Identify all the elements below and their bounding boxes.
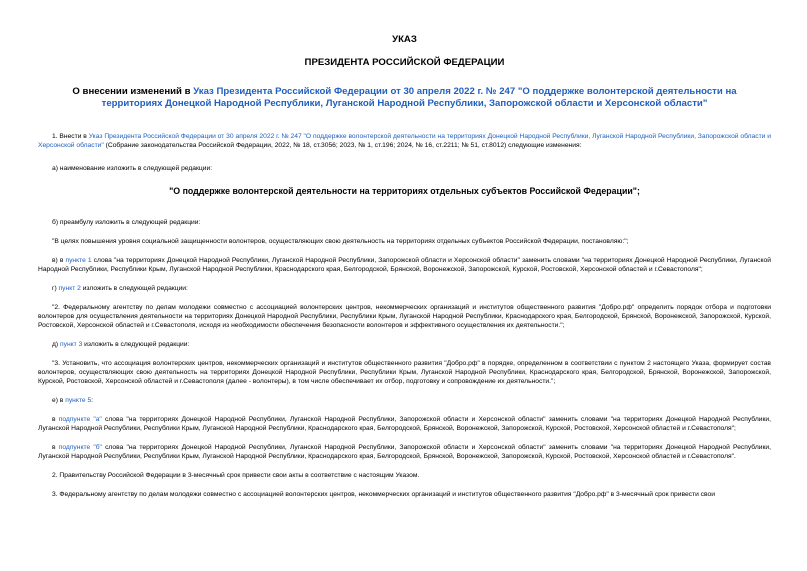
item-d-quote: "3. Установить, что ассоциация волонтерских центров, некоммерческих организаций и институтов общественного развития "Добро.рф" в порядке, определенном в соответствии с пунктом 2 настоящего Указа, формирует состав волонтеров, осуществляющих свою деятельность на территориях Донецкой Народной Республики, Республики Крым, Луганской Народной Республики, Краснодарского края, Белгородской, Брянской, Воронежской, Запорожской, Курской, Ростовской, Херсонской областей и г.Севастополя (далее - волонтеры), в том числе обеспечивает их отбор, подготовку и сопровождение их деятельности.";: [38, 360, 771, 385]
issuer-heading: ПРЕЗИДЕНТА РОССИЙСКОЙ ФЕДЕРАЦИИ: [304, 57, 505, 68]
document-body: [38, 132, 771, 499]
v-point-link[interactable]: пункте 1: [65, 257, 92, 264]
doc-type-heading: УКАЗ: [392, 34, 417, 45]
e-point-link[interactable]: пункте 5: [65, 397, 92, 404]
item-a: а) наименование изложить в следующей редакции:: [52, 165, 213, 172]
item-g: [38, 284, 771, 293]
p1-decree-link[interactable]: Указ Президента Российской Федерации от 30 апреля 2022 г. № 247 "О поддержке волонтерской деятельности на территориях Донецкой Народной Республики, Луганской Народной Республики, Запорожской области и Херсонской области": [38, 133, 772, 149]
item-b-quote: "В целях повышения уровня социальной защищенности волонтеров, осуществляющих свою деятельность на территориях отдельных субъектов Российской Федерации, постановляю:";: [52, 238, 629, 245]
g-suffix: изложить в следующей редакции:: [80, 285, 188, 292]
item-g-quote: "2. Федеральному агентству по делам молодежи совместно с ассоциацией волонтерских центров, некоммерческих организаций и институтов общественного развития "Добро.рф" определить порядок отбора и подготовки волонтеров для осуществления деятельности на территориях Донецкой Народной Республики, Республики Крым, Луганской Народной Республики, Краснодарского края, Белгородской, Брянской, Воронежской, Запорожской, Курской, Ростовской, Херсонской областей и г.Севастополя, исходя из необходимости обеспечения безопасности волонтеров и эффективного осуществления их деятельности.";: [38, 304, 771, 329]
document-title: [38, 86, 771, 110]
e2-prefix: в: [52, 444, 59, 451]
item-e2: [38, 443, 771, 461]
v-suffix: слова "на территориях Донецкой Народной Республики, Луганской Народной Республики, Запорожской области и Херсонской области" заменить словами "на территориях Донецкой Народной Республики, Луганской Народной Республики, Республики Крым, Луганской Народной Республики, Краснодарского края, Белгородской, Брянской, Воронежской, Запорожской, Курской, Ростовской, Херсонской областей и г.Севастополя";: [38, 257, 771, 273]
e1-suffix: слова "на территориях Донецкой Народной Республики, Луганской Народной Республики, Запорожской области и Херсонской области" заменить словами "на территориях Донецкой Народной Республики, Луганской Народной Республики, Республики Крым, Луганской Народной Республики, Краснодарского края, Белгородской, Брянской, Воронежской, Запорожской, Курской, Ростовской, Херсонской областей и г.Севастополя";: [38, 416, 771, 432]
g-prefix: г): [52, 285, 59, 292]
item-a-quote: "О поддержке волонтерской деятельности на территориях отдельных субъектов Российской Федерации";: [169, 186, 640, 196]
e2-subpoint-link[interactable]: подпункте "б": [58, 444, 102, 451]
g-point-link[interactable]: пункт 2: [58, 285, 81, 292]
item-v: [38, 256, 771, 274]
item-b: б) преамбулу изложить в следующей редакции:: [52, 219, 201, 226]
p1-suffix: (Собрание законодательства Российской Федерации, 2022, № 18, ст.3056; 2023, № 1, ст.196; 2024, № 16, ст.2211; № 51, ст.8012) следующие изменения:: [103, 142, 582, 149]
item-e: [38, 396, 771, 405]
d-point-link[interactable]: пункт 3: [60, 341, 83, 348]
paragraph-3: 3. Федеральному агентству по делам молодежи совместно с ассоциацией волонтерских центров, некоммерческих организаций и институтов общественного развития "Добро.рф" в 3-месячный срок привести свои: [52, 491, 715, 498]
item-d: [38, 340, 771, 349]
d-prefix: д): [52, 341, 60, 348]
title-prefix: О внесении изменений в: [72, 86, 194, 97]
paragraph-2: 2. Правительству Российской Федерации в 3-месячный срок привести свои акты в соответствие с настоящим Указом.: [52, 472, 420, 479]
paragraph-1: [38, 132, 771, 150]
v-prefix: в) в: [52, 257, 66, 264]
d-suffix: изложить в следующей редакции:: [82, 341, 190, 348]
e-suffix: :: [91, 397, 94, 404]
e1-subpoint-link[interactable]: подпункте "а": [58, 416, 102, 423]
p1-prefix: 1. Внести в: [52, 133, 89, 140]
e-prefix: е) в: [52, 397, 66, 404]
e2-suffix: слова "на территориях Донецкой Народной Республики, Луганской Народной Республики, Запорожской области и Херсонской области" заменить словами "на территориях Донецкой Народной Республики, Луганской Народной Республики, Республики Крым, Луганской Народной Республики, Краснодарского края, Белгородской, Брянской, Воронежской, Запорожской, Курской, Ростовской, Херсонской областей и г.Севастополя".: [38, 444, 771, 460]
e1-prefix: в: [52, 416, 59, 423]
title-decree-link[interactable]: Указ Президента Российской Федерации от 30 апреля 2022 г. № 247 "О поддержке волонтерской деятельности на территориях Донецкой Народной Республики, Луганской Народной Республики, Запорожской области и Херсонской области": [101, 86, 737, 109]
item-e1: [38, 415, 771, 433]
